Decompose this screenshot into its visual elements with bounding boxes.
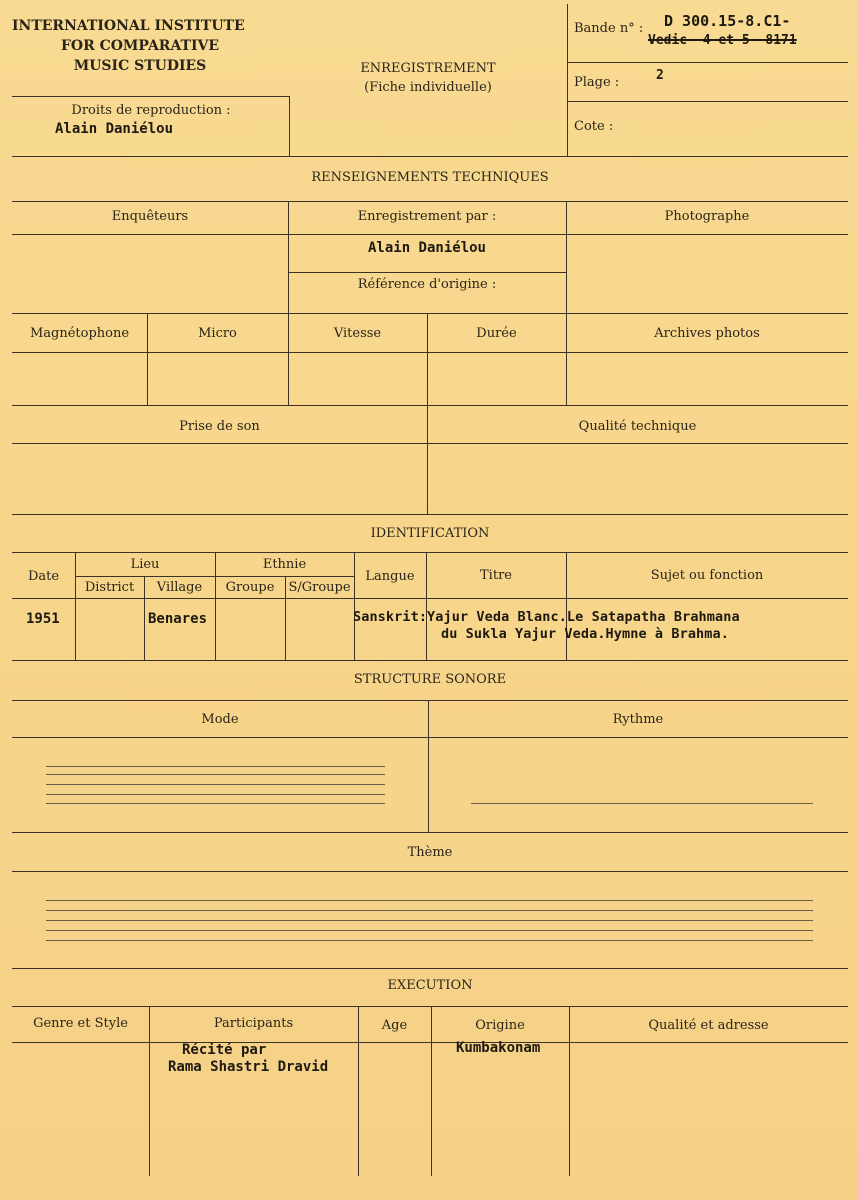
row-description-line-1: Sanskrit:Yajur Veda Blanc.Le Satapatha Brahmana <box>353 609 740 625</box>
magnetophone-label: Magnétophone <box>29 326 130 341</box>
duree-label: Durée <box>476 326 517 341</box>
village-label: Village <box>156 580 203 595</box>
bande-struck-value: Vedic -4 et 5 -8171 <box>648 33 797 48</box>
section-structure-title: STRUCTURE SONORE <box>353 672 507 687</box>
participants-line-2: Rama Shastri Dravid <box>168 1059 329 1075</box>
form-title: ENREGISTREMENT <box>360 61 496 76</box>
section-identification-title: IDENTIFICATION <box>370 526 490 541</box>
participants-label: Participants <box>213 1016 294 1031</box>
groupe-label: Groupe <box>225 580 275 595</box>
bande-value: D 300.15-8.C1- <box>664 12 791 30</box>
qualite-adresse-label: Qualité et adresse <box>648 1018 769 1033</box>
photographe-label: Photographe <box>664 209 750 224</box>
participants-line-1: Récité par <box>182 1042 267 1058</box>
section-tech-title: RENSEIGNEMENTS TECHNIQUES <box>311 170 549 185</box>
rythme-label: Rythme <box>612 712 664 727</box>
institute-line-2: FOR COMPARATIVE <box>60 38 220 54</box>
origine-label: Origine <box>475 1018 525 1033</box>
titre-label: Titre <box>480 568 512 583</box>
langue-label: Langue <box>365 569 415 584</box>
sujet-fonction-label: Sujet ou fonction <box>650 568 764 583</box>
genre-style-label: Genre et Style <box>33 1016 128 1031</box>
plage-value: 2 <box>656 68 664 83</box>
mode-label: Mode <box>201 712 239 727</box>
qualite-technique-label: Qualité technique <box>578 419 697 434</box>
row-description-line-2: du Sukla Yajur Veda.Hymne à Brahma. <box>441 626 729 642</box>
sgroupe-label: S/Groupe <box>288 580 351 595</box>
row-village-value: Benares <box>148 611 208 627</box>
reference-origine-label: Référence d'origine : <box>357 277 497 292</box>
institute-line-1: INTERNATIONAL INSTITUTE <box>12 18 245 34</box>
district-label: District <box>84 580 135 595</box>
prise-de-son-label: Prise de son <box>179 419 260 434</box>
enregistrement-par-label: Enregistrement par : <box>357 209 497 224</box>
archives-photos-label: Archives photos <box>654 326 760 341</box>
theme-label: Thème <box>407 845 453 860</box>
bande-label: Bande n° : <box>574 21 644 36</box>
ethnie-label: Ethnie <box>262 557 307 572</box>
institute-line-3: MUSIC STUDIES <box>73 58 207 74</box>
rights-label: Droits de reproduction : <box>71 103 231 118</box>
enqueteurs-label: Enquêteurs <box>111 209 189 224</box>
lieu-label: Lieu <box>130 557 160 572</box>
plage-label: Plage : <box>574 75 620 90</box>
date-label: Date <box>27 569 60 584</box>
rights-value: Alain Daniélou <box>55 121 174 137</box>
age-label: Age <box>381 1018 408 1033</box>
cote-label: Cote : <box>574 119 614 134</box>
vitesse-label: Vitesse <box>333 326 382 341</box>
micro-label: Micro <box>198 326 237 341</box>
row-date-value: 1951 <box>26 611 60 627</box>
origine-value: Kumbakonam <box>456 1040 541 1056</box>
form-subtitle: (Fiche individuelle) <box>364 80 492 95</box>
enregistrement-value: Alain Daniélou <box>367 240 486 256</box>
section-execution-title: EXECUTION <box>387 978 473 993</box>
